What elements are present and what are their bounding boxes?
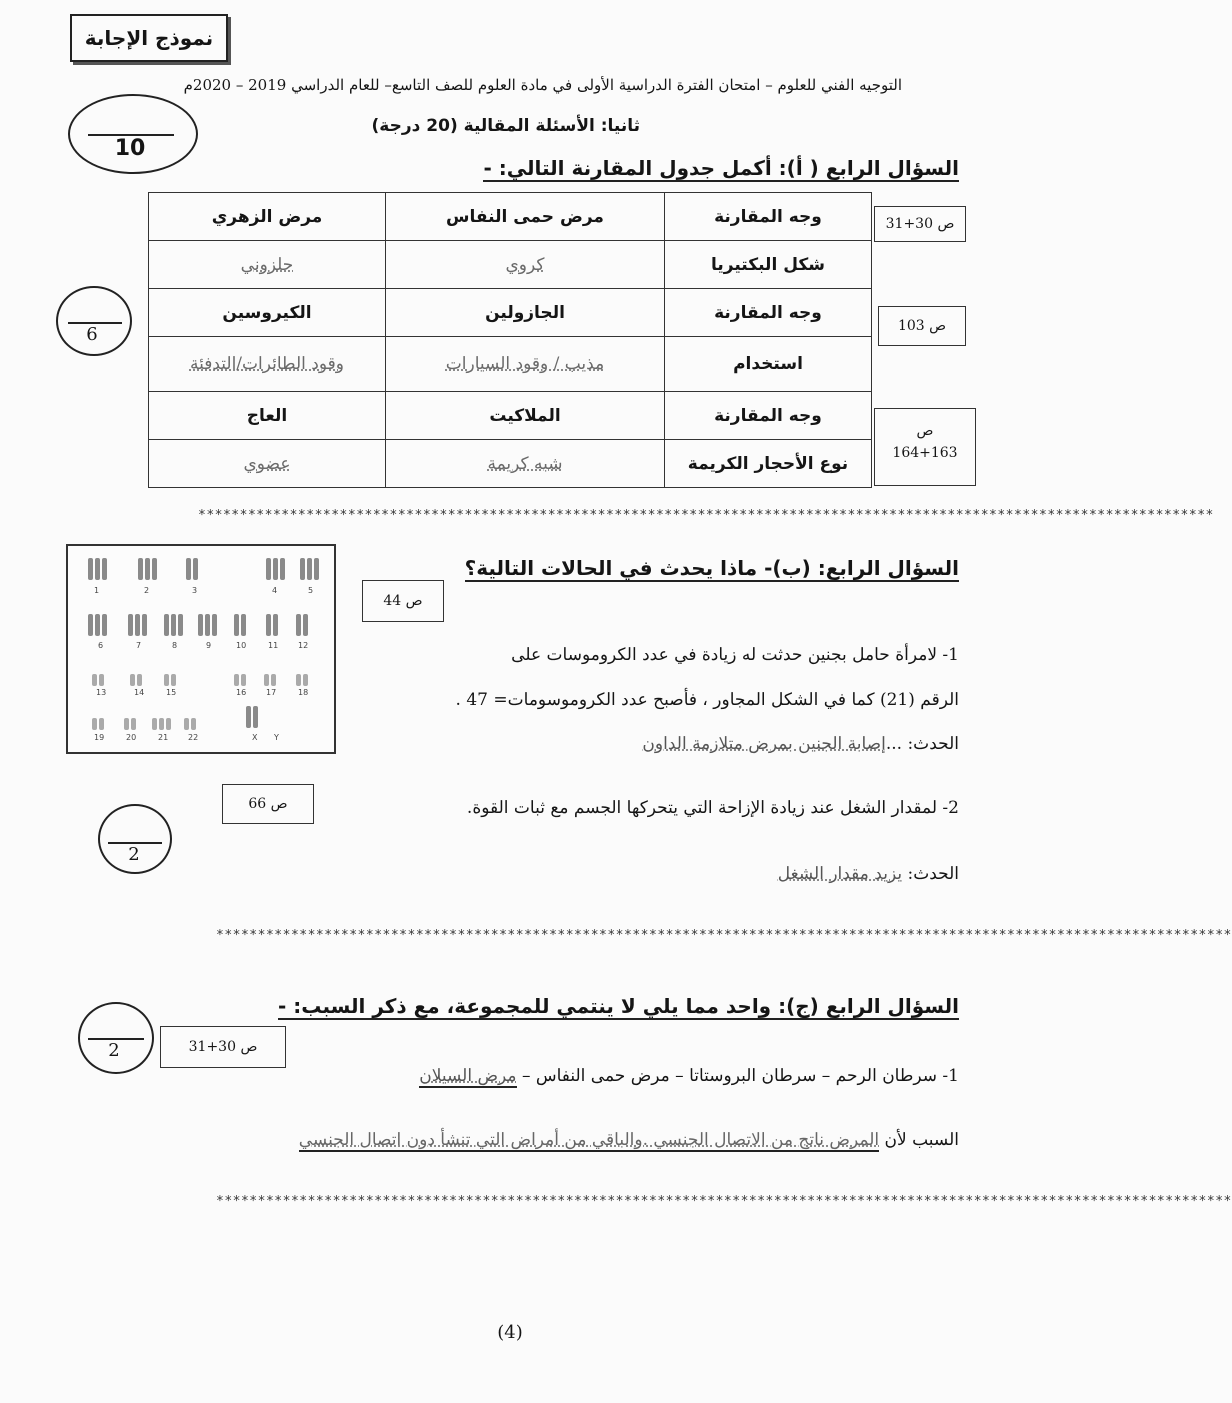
table-cell — [149, 440, 386, 488]
answer-text: يزيد مقدار الشغل — [777, 864, 903, 884]
chromosome-label: 19 — [94, 733, 105, 742]
q4c-item — [419, 1066, 959, 1086]
page-ref-label: ص — [916, 423, 934, 439]
page-ref-box: ص 30+31 — [160, 1026, 286, 1068]
q4c-heading: السؤال الرابع (ج): واحد مما يلي لا ينتمي للمجموعة، مع ذكر السبب: - — [278, 994, 959, 1018]
section-title: ثانيا: الأسئلة المقالية (20 درجة) — [371, 116, 640, 136]
answer-text: وقود الطائرات/التدفئة — [189, 354, 344, 374]
page-ref-box: ص 44 — [362, 580, 444, 622]
chromosome-label: 16 — [236, 688, 247, 697]
chromosome-label: 11 — [268, 641, 279, 650]
answer-text: شبه كريمة — [487, 453, 563, 474]
karyotype-figure — [66, 544, 336, 754]
chromosome-label: 13 — [96, 688, 107, 697]
answer-text: إصابة الجنين بمرض متلازمة الداون — [642, 734, 886, 754]
chromosome-pair — [296, 664, 310, 686]
table-cell: الملاكيت — [386, 392, 665, 440]
q4a-score-oval — [56, 286, 132, 356]
table-cell: استخدام — [665, 337, 872, 392]
table-cell: نوع الأحجار الكريمة — [665, 440, 872, 488]
chromosome-label: 22 — [188, 733, 199, 742]
chromosome-pair — [130, 664, 144, 686]
page-ref-box: ص 30+31 — [874, 206, 966, 242]
q4c-score: 2 — [108, 1040, 120, 1061]
answer-text: مرض السيلان — [419, 1066, 517, 1086]
table-row — [149, 440, 872, 488]
q4c-score-oval — [78, 1002, 154, 1074]
table-cell — [386, 241, 665, 289]
chromosome-label: 18 — [298, 688, 309, 697]
answer-text: عضوي — [243, 453, 291, 474]
chromosome-label: 9 — [206, 641, 212, 650]
chromosome-pair — [266, 614, 280, 636]
chromosome-label: 21 — [158, 733, 169, 742]
table-cell — [386, 440, 665, 488]
chromosome-label: 17 — [266, 688, 277, 697]
table-cell: وجه المقارنة — [665, 392, 872, 440]
chromosome-pair — [186, 558, 200, 580]
q4b-item1-line2: الرقم (21) كما في الشكل المجاور ، فأصبح عدد الكروموسومات= 47 . — [455, 690, 959, 710]
page-ref-value: 164+163 — [892, 445, 958, 461]
chromosome-label: 6 — [98, 641, 104, 650]
table-cell — [149, 241, 386, 289]
total-score-oval — [68, 94, 198, 174]
q4b-score-oval — [98, 804, 172, 874]
chromosome-label: 10 — [236, 641, 247, 650]
chromosome-label: 2 — [144, 586, 150, 595]
table-cell: الجازولين — [386, 289, 665, 337]
table-row — [149, 241, 872, 289]
chromosome-pair — [124, 708, 138, 730]
q4b-score: 2 — [128, 844, 140, 865]
table-cell — [386, 337, 665, 392]
chromosome-label: 8 — [172, 641, 178, 650]
event-label: الحدث: ... — [885, 734, 959, 754]
chromosome-label: 1 — [94, 586, 100, 595]
q4b-event2 — [778, 864, 959, 884]
chromosome-pair — [92, 708, 106, 730]
q4b-event1 — [642, 734, 959, 754]
chromosome-pair — [164, 614, 185, 636]
chromosome-label: 20 — [126, 733, 137, 742]
page-ref-box: ص 66 — [222, 784, 314, 824]
q4c-reason — [299, 1130, 959, 1150]
chromosome-pair — [88, 558, 109, 580]
answer-text: مذيب / وقود السيارات — [445, 354, 605, 374]
chromosome-label: X — [252, 733, 258, 742]
table-cell: مرض حمى النفاس — [386, 193, 665, 241]
page-ref-box: ص 103 — [878, 306, 966, 346]
chromosome-label: 4 — [272, 586, 278, 595]
chromosome-pair — [234, 614, 248, 636]
item-text: 1- سرطان الرحم – سرطان البروستاتا – مرض حمى النفاس – — [521, 1066, 959, 1086]
table-cell: شكل البكتيريا — [665, 241, 872, 289]
chromosome-pair — [164, 664, 178, 686]
table-row — [149, 193, 872, 241]
model-answer-label: نموذج الإجابة — [70, 14, 228, 62]
table-row — [149, 337, 872, 392]
table-cell: الكيروسين — [149, 289, 386, 337]
total-score: 10 — [114, 136, 146, 161]
page-ref-box — [874, 408, 976, 486]
table-cell: وجه المقارنة — [665, 289, 872, 337]
reason-label: السبب لأن — [884, 1130, 959, 1150]
chromosome-pair — [198, 614, 219, 636]
chromosome-label: 7 — [136, 641, 142, 650]
chromosome-label: 3 — [192, 586, 198, 595]
star-separator: ************************************************************************************************************************** — [216, 1194, 1232, 1209]
event-label: الحدث: — [907, 864, 959, 884]
table-cell: العاج — [149, 392, 386, 440]
chromosome-pair — [92, 664, 106, 686]
chromosome-pair — [138, 558, 159, 580]
chromosome-pair — [296, 614, 310, 636]
table-cell: مرض الزهري — [149, 193, 386, 241]
q4a-score: 6 — [86, 324, 98, 345]
q4a-heading: السؤال الرابع ( أ): أكمل جدول المقارنة التالي: - — [483, 156, 959, 180]
answer-text: المرض ناتج من الاتصال الجنسي .والباقي من أمراض التي تنشأ دون اتصال الجنسي — [298, 1130, 880, 1150]
chromosome-pair — [246, 706, 260, 728]
chromosome-pair — [184, 708, 198, 730]
star-separator: ************************************************************************************************************************** — [198, 508, 1214, 523]
chromosome-label: 5 — [308, 586, 314, 595]
q4b-item2: 2- لمقدار الشغل عند زيادة الإزاحة التي يتحركها الجسم مع ثبات القوة. — [466, 798, 959, 818]
table-cell: وجه المقارنة — [665, 193, 872, 241]
chromosome-pair — [266, 558, 287, 580]
chromosome-pair — [264, 664, 278, 686]
chromosome-label: 14 — [134, 688, 145, 697]
table-row — [149, 289, 872, 337]
chromosome-pair — [152, 708, 173, 730]
star-separator: ************************************************************************************************************************** — [216, 928, 1232, 943]
answer-text: كروي — [505, 254, 545, 275]
chromosome-pair — [128, 614, 149, 636]
q4b-item1-line1: 1- لامرأة حامل بجنين حدثت له زيادة في عدد الكروموسات على — [511, 645, 959, 665]
chromosome-pair — [300, 558, 321, 580]
chromosome-pair — [234, 664, 248, 686]
q4b-heading: السؤال الرابع: (ب)- ماذا يحدث في الحالات التالية؟ — [464, 556, 959, 580]
chromosome-pair — [88, 614, 109, 636]
table-row — [149, 392, 872, 440]
page-number: (4) — [497, 1322, 523, 1343]
answer-text: حلزوني — [240, 254, 294, 275]
comparison-table — [148, 192, 872, 488]
exam-header: التوجيه الفني للعلوم – امتحان الفترة الدراسية الأولى في مادة العلوم للصف التاسع– للعام الدراسي 2019 – 2020م — [183, 76, 902, 94]
table-cell — [149, 337, 386, 392]
chromosome-label: Y — [274, 733, 279, 742]
chromosome-label: 15 — [166, 688, 177, 697]
chromosome-label: 12 — [298, 641, 309, 650]
